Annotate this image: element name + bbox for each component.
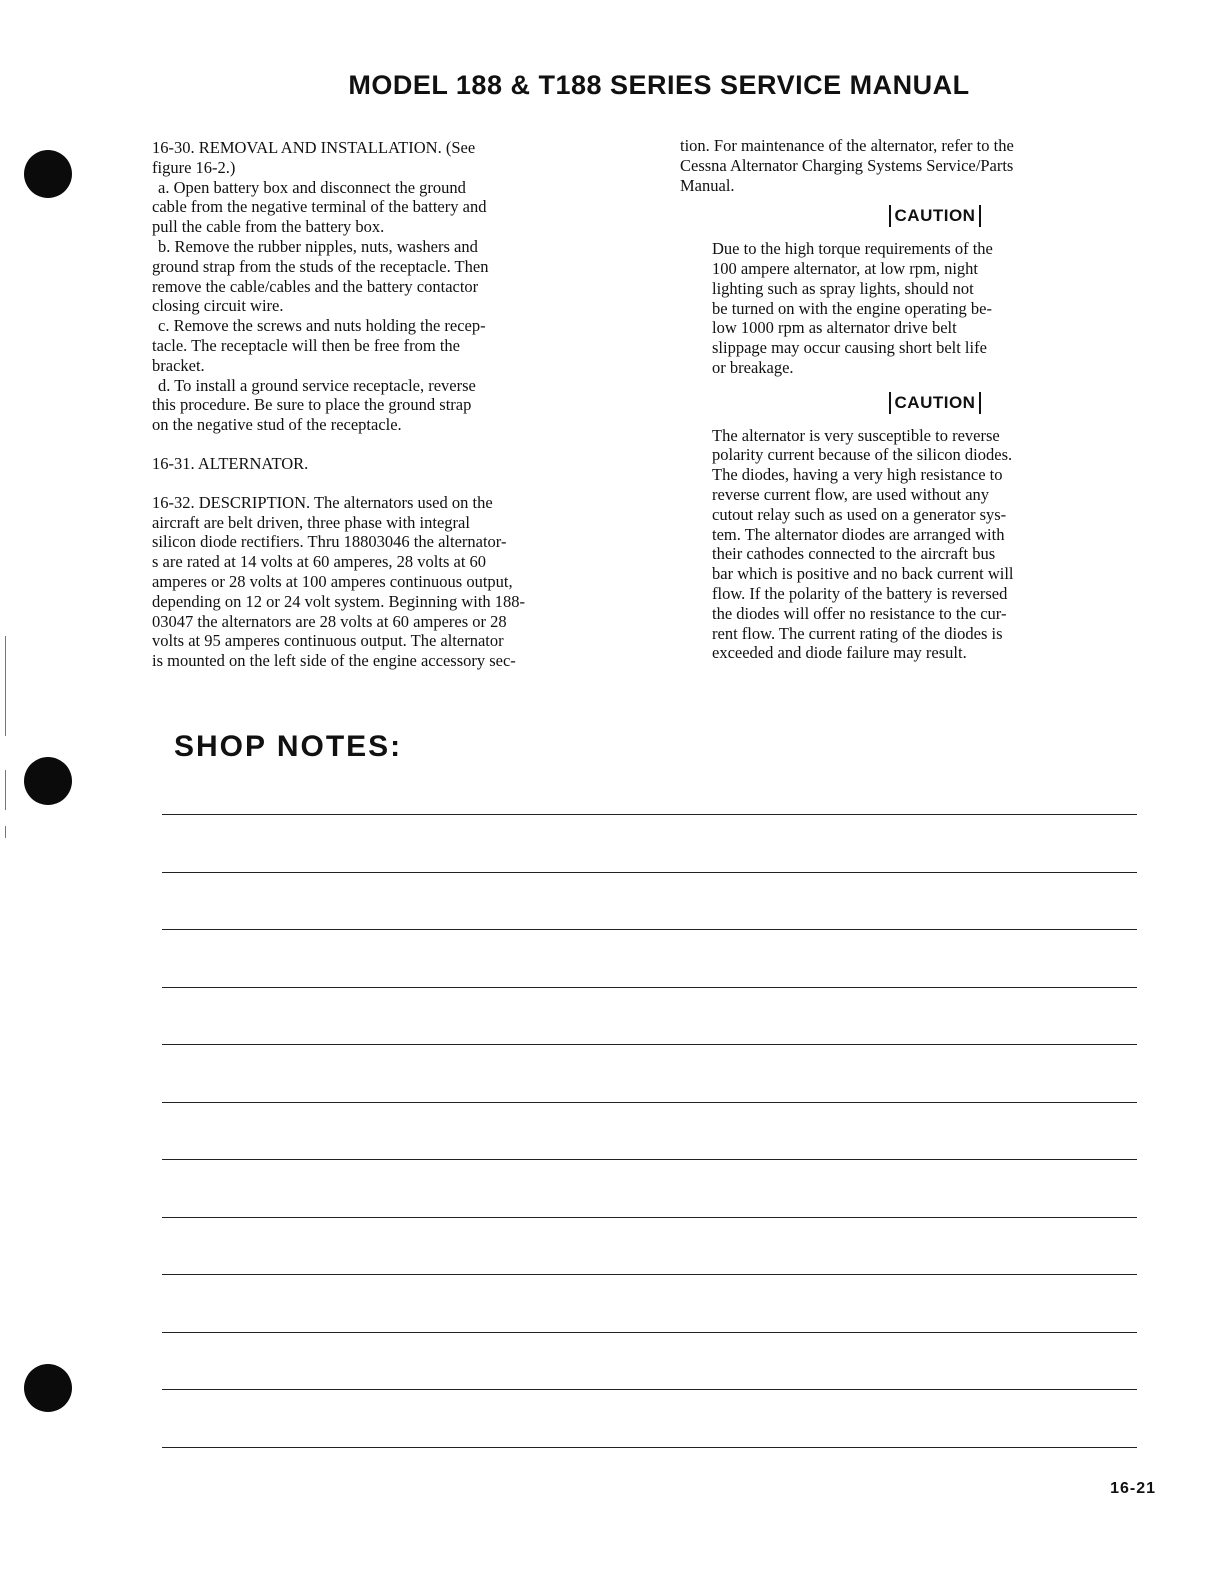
text-line: aircraft are belt driven, three phase with integral [152, 512, 470, 532]
note-rule-line [162, 1102, 1137, 1103]
text-line: polarity current because of the silicon diodes. [712, 445, 1013, 465]
shop-notes-title: SHOP NOTES: [174, 730, 403, 763]
text-line: Manual. [680, 175, 735, 195]
note-rule-line [162, 987, 1137, 988]
note-rule-line [162, 872, 1137, 873]
text-line: is mounted on the left side of the engine accessory sec- [152, 651, 516, 671]
note-rule-line [162, 1159, 1137, 1160]
text-line: exceeded and diode failure may result. [712, 643, 967, 663]
note-rule-line [162, 1389, 1137, 1390]
caution-note-2 [680, 426, 1160, 664]
section-heading: 16-31. ALTERNATOR. [152, 453, 309, 473]
right-column [680, 136, 1160, 663]
text-line: remove the cable/cables and the battery contactor [152, 276, 479, 296]
text-line: figure 16-2.) [152, 157, 236, 177]
text-line: slippage may occur causing short belt life [712, 338, 987, 358]
text-line: s are rated at 14 volts at 60 amperes, 28 volts at 60 [152, 552, 487, 572]
text-line: The diodes, having a very high resistance to [712, 465, 1003, 485]
caution-label: CAUTION [889, 205, 982, 227]
caution-note-1 [680, 239, 1160, 378]
note-rule-line [162, 1447, 1137, 1448]
text-line: Cessna Alternator Charging Systems Service/Parts [680, 155, 1014, 175]
text-line: bracket. [152, 355, 205, 375]
binder-hole-icon [24, 150, 72, 198]
text-line: tem. The alternator diodes are arranged with [712, 524, 1005, 544]
left-column [152, 138, 652, 671]
text-line: the diodes will offer no resistance to the cur- [712, 603, 1007, 623]
note-rule-line [162, 929, 1137, 930]
text-line: The alternator is very susceptible to reverse [712, 425, 1000, 445]
text-line: d. To install a ground service receptacle, reverse [158, 375, 476, 395]
text-line: low 1000 rpm as alternator drive belt [712, 318, 957, 338]
text-line: silicon diode rectifiers. Thru 18803046 the alternator- [152, 532, 507, 552]
text-line: be turned on with the engine operating be- [712, 298, 992, 318]
text-line: bar which is positive and no back current will [712, 564, 1014, 584]
text-line: this procedure. Be sure to place the ground strap [152, 395, 472, 415]
note-rule-line [162, 1217, 1137, 1218]
text-line: 16-32. DESCRIPTION. The alternators used on the [152, 492, 493, 512]
text-line: Due to the high torque requirements of the [712, 239, 993, 259]
text-line: c. Remove the screws and nuts holding the recep- [158, 316, 486, 336]
note-rule-line [162, 1332, 1137, 1333]
binder-hole-icon [24, 757, 72, 805]
text-line: 16-30. REMOVAL AND INSTALLATION. (See [152, 138, 476, 157]
text-line: 03047 the alternators are 28 volts at 60 amperes or 28 [152, 611, 507, 631]
text-line: ground strap from the studs of the receptacle. Then [152, 256, 489, 276]
text-line: on the negative stud of the receptacle. [152, 415, 402, 435]
text-line: cutout relay such as used on a generator sys- [712, 504, 1007, 524]
text-line: reverse current flow, are used without any [712, 484, 990, 504]
text-line: volts at 95 amperes continuous output. The alternator [152, 631, 504, 651]
page-title: MODEL 188 & T188 SERIES SERVICE MANUAL [348, 70, 970, 100]
text-line: lighting such as spray lights, should not [712, 278, 974, 298]
text-line: their cathodes connected to the aircraft bus [712, 544, 996, 564]
text-line: amperes or 28 volts at 100 amperes continuous output, [152, 571, 513, 591]
page-number: 16-21 [1110, 1480, 1156, 1497]
text-line: pull the cable from the battery box. [152, 217, 385, 237]
text-line: or breakage. [712, 357, 794, 377]
scan-edge-mark [5, 826, 6, 838]
note-rule-line [162, 1274, 1137, 1275]
text-line: 100 ampere alternator, at low rpm, night [712, 258, 979, 278]
caution-label: CAUTION [889, 392, 982, 414]
note-rule-line [162, 1044, 1137, 1045]
text-line: tion. For maintenance of the alternator, refer to the [680, 136, 1014, 155]
binder-hole-icon [24, 1364, 72, 1412]
text-line: tacle. The receptacle will then be free from the [152, 335, 460, 355]
text-line: b. Remove the rubber nipples, nuts, washers and [158, 236, 478, 256]
scan-edge-mark [5, 636, 6, 736]
scan-edge-mark [5, 770, 6, 810]
text-line: a. Open battery box and disconnect the ground [158, 177, 466, 197]
note-rule-line [162, 814, 1137, 815]
text-line: flow. If the polarity of the battery is reversed [712, 583, 1008, 603]
text-line: closing circuit wire. [152, 296, 284, 316]
text-line: depending on 12 or 24 volt system. Beginning with 188- [152, 591, 526, 611]
text-line: cable from the negative terminal of the battery and [152, 197, 487, 217]
text-line: rent flow. The current rating of the diodes is [712, 623, 1003, 643]
